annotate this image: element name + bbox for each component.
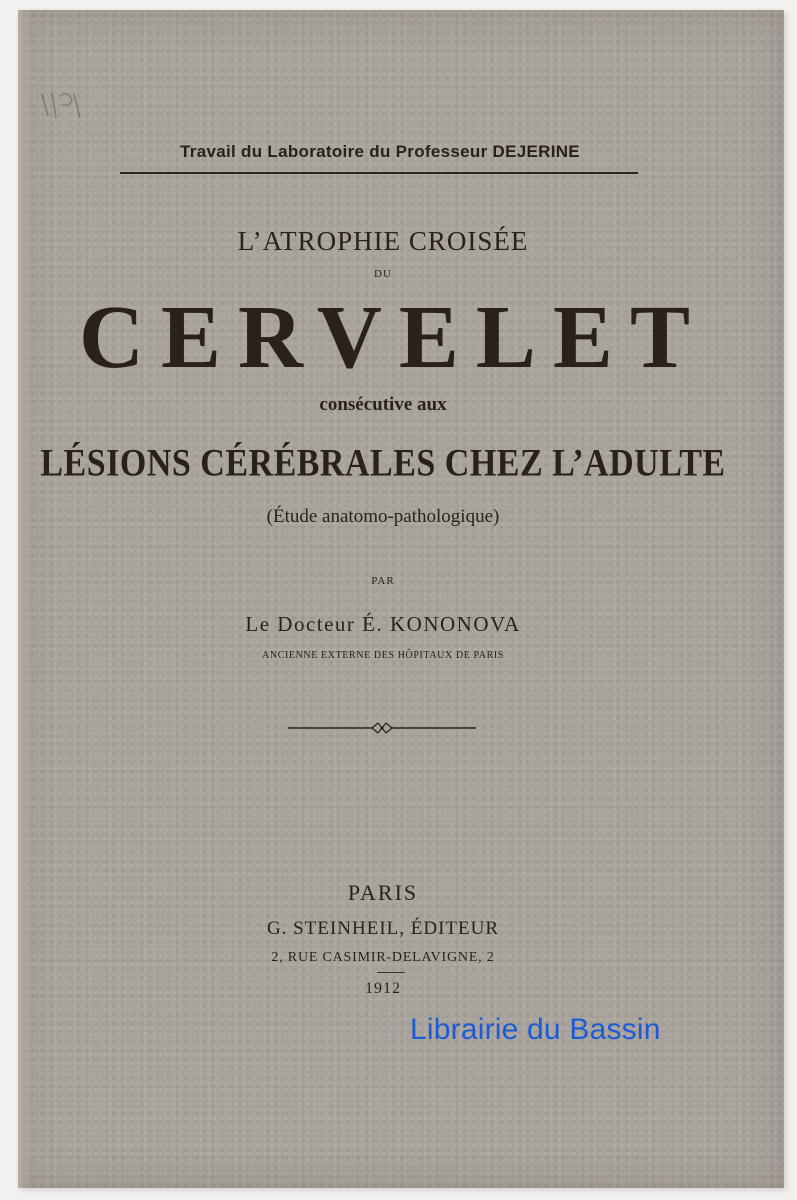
author-name: Le Docteur É. KONONOVA xyxy=(245,612,521,636)
title-consecutive: consécutive aux xyxy=(319,394,447,415)
book-cover xyxy=(18,10,784,1188)
bookseller-watermark: Librairie du Bassin xyxy=(410,1013,661,1046)
publication-city: PARIS xyxy=(347,880,419,905)
year-rule xyxy=(377,972,405,973)
title-du: DU xyxy=(374,268,392,280)
publication-year: 1912 xyxy=(365,980,401,997)
publisher-name: G. STEINHEIL, ÉDITEUR xyxy=(266,918,500,939)
laboratory-line: Travail du Laboratoire du Professeur DEJERINE xyxy=(180,142,580,161)
author-credential: ANCIENNE EXTERNE DES HÔPITAUX DE PARIS xyxy=(262,650,504,661)
ornamental-rule-icon xyxy=(288,718,476,738)
subtitle-etude: (Étude anatomo-pathologique) xyxy=(266,506,500,527)
spine-wear xyxy=(18,10,32,1188)
publisher-address: 2, RUE CASIMIR-DELAVIGNE, 2 xyxy=(271,950,495,965)
main-title: CERVELET xyxy=(79,288,707,387)
title-lesions: LÉSIONS CÉRÉBRALES CHEZ L’ADULTE xyxy=(40,442,726,485)
pencil-mark-icon xyxy=(28,74,98,134)
by-label: PAR xyxy=(371,575,395,587)
title-line-1: L’ATROPHIE CROISÉE xyxy=(237,226,529,256)
laboratory-rule xyxy=(120,172,638,174)
